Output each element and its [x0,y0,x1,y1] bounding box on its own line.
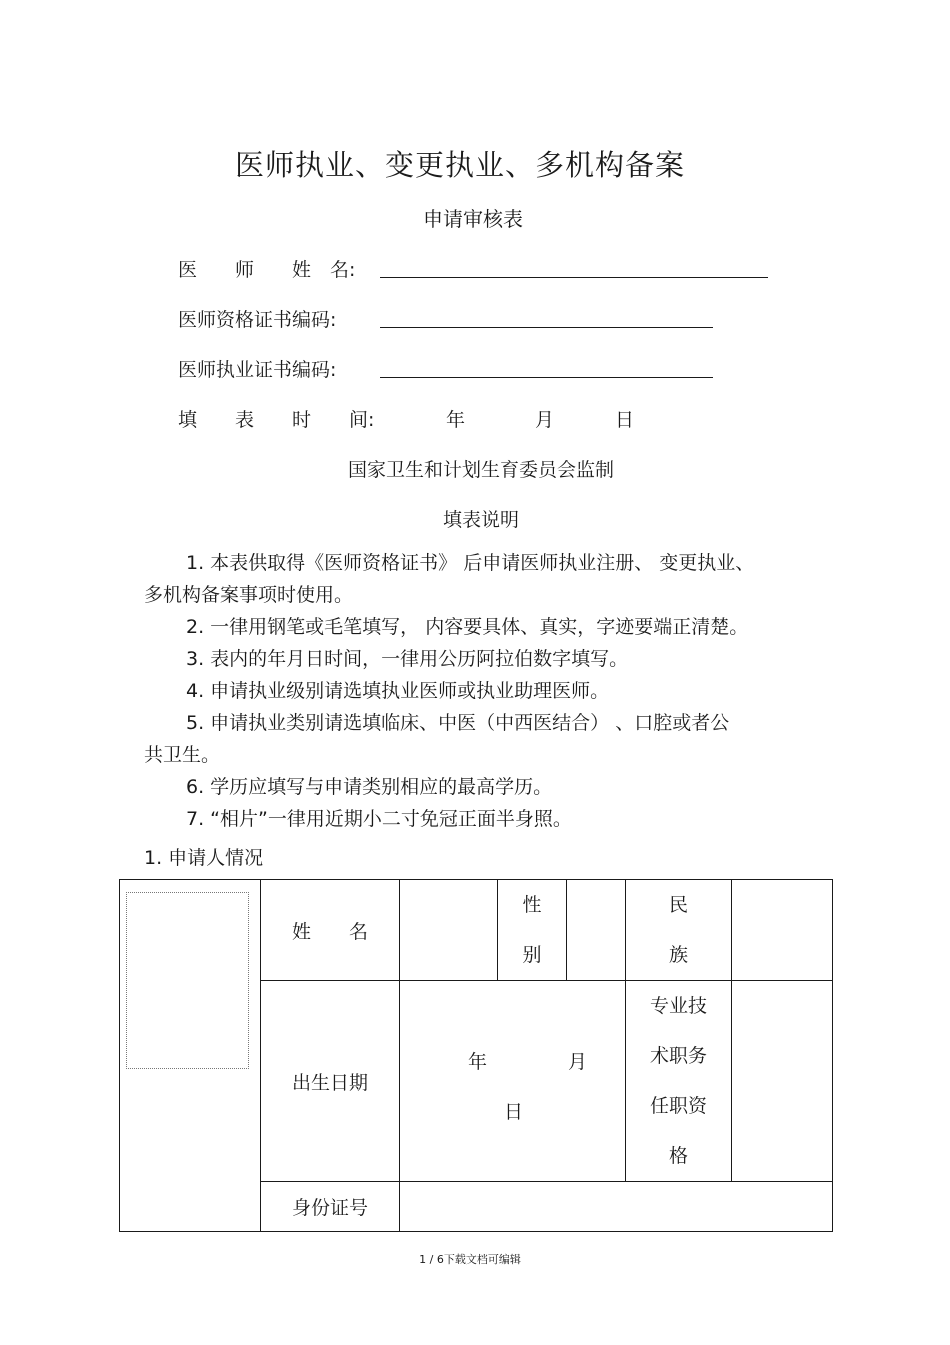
birth-label-cell [261,981,400,1182]
issuer-text: 国家卫生和计划生育委员会监制 [347,459,614,481]
section-1-title: 1. 申请人情况 [144,847,264,869]
instructions-heading: 填表说明 [442,509,519,531]
doctor-name-line[interactable] [380,277,768,278]
instruction-item-3: 3. 表内的年月日时间，一律用公历阿拉伯数字填写。 [186,648,629,670]
instruction-item-7: 7. “相片”一律用近期小二寸免冠正面半身照。 [186,808,572,830]
practice-cert-label: 医师执业证书编码: [178,359,337,381]
instruction-item-1-cont: 多机构备案事项时使用。 [144,584,354,606]
instruction-item-4: 4. 申请执业级别请选填执业医师或执业助理医师。 [186,680,610,702]
document-title: 医师执业、变更执业、多机构备案 [234,148,685,182]
gender-label-top: 性 [522,894,542,916]
gender-input-cell[interactable] [567,880,626,981]
title-label-line-2: 术职务 [649,1045,707,1067]
fill-month-label: 月 [535,409,555,431]
birth-label: 出生日期 [291,1071,368,1094]
instruction-item-1: 1. 本表供取得《医师资格证书》 后申请医师执业注册、 变更执业、 [186,552,755,574]
ethnicity-input-cell[interactable] [732,880,833,981]
document-subtitle: 申请审核表 [423,207,523,231]
qualification-cert-label: 医师资格证书编码: [178,309,337,331]
gender-label-cell [498,880,567,981]
ethnicity-label-top: 民 [668,894,688,916]
title-label-line-4: 格 [668,1145,688,1167]
birth-year-label: 年 [468,1051,488,1073]
name-label-cell [261,880,400,981]
gender-label-bottom: 别 [522,944,542,966]
instruction-item-2: 2. 一律用钢笔或毛笔填写， 内容要具体、真实，字迹要端正清楚。 [186,616,749,638]
name-label: 姓 名 [291,920,368,943]
name-input-cell[interactable] [400,880,498,981]
title-label-line-1: 专业技 [649,995,707,1017]
photo-placeholder [126,892,249,1069]
practice-cert-line[interactable] [380,377,713,378]
doctor-name-label: 医 师 姓 名: [178,259,356,281]
title-input-cell[interactable] [732,981,833,1182]
qualification-cert-line[interactable] [380,327,713,328]
ethnicity-label-bottom: 族 [668,944,688,966]
title-label-cell [626,981,732,1182]
instruction-item-5: 5. 申请执业类别请选填临床、中医（中西医结合） 、口腔或者公 [186,712,730,734]
title-label-line-3: 任职资 [649,1095,707,1117]
fill-time-label: 填 表 时 间: [178,409,375,431]
birth-day-label: 日 [504,1101,524,1123]
page-footer: 1 / 6下载文档可编辑 [419,1253,521,1266]
birth-month-label: 月 [568,1051,588,1073]
instruction-item-6: 6. 学历应填写与申请类别相应的最高学历。 [186,776,553,798]
id-label: 身份证号 [291,1197,368,1219]
ethnicity-label-cell [626,880,732,981]
fill-day-label: 日 [615,409,635,431]
fill-year-label: 年 [446,409,466,431]
instruction-item-5-cont: 共卫生。 [144,744,221,766]
birth-input-cell[interactable] [400,981,626,1182]
id-input-cell[interactable] [400,1182,833,1232]
id-label-cell [261,1182,400,1232]
